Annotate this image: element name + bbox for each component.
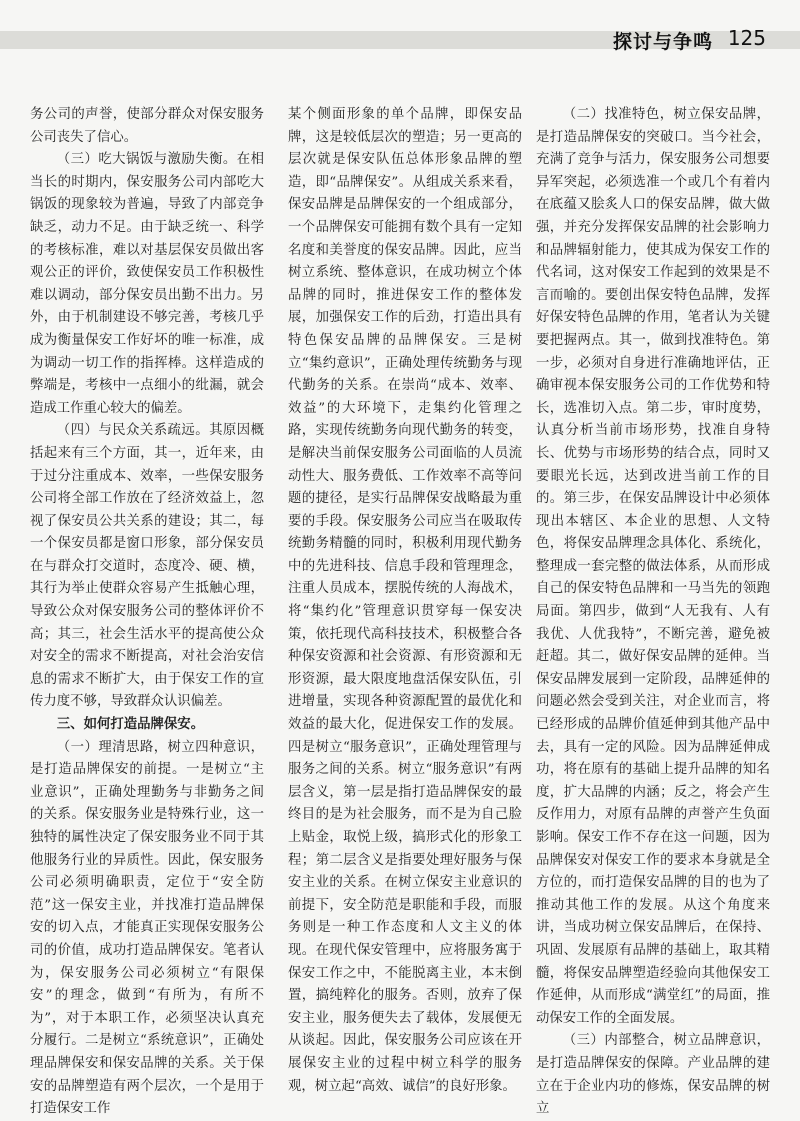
section-heading: 三、如何打造品牌保安。 — [56, 717, 205, 733]
text-column-left — [30, 104, 264, 1121]
paragraph: （四）与民众关系疏远。其原因概括起来有三个方面，其一，近年来，由于过分注重成本、效率，一些保安服务公司将全部工作放在了经济效益上，忽视了保安员公共关系的建设；其二，每一个保安员都是窗口形象，部分保安员在与群众打交道时，态度冷、硬、横，其行为举止使群众容易产生抵触心理，导致公众对保安服务公司的整体评价不高；其三，社会生活水平的提高使公众对安全的需求不断提高，对社会治安信息的需求不断扩大，由于保安工作的宣传力度不够，导致群众认识偏差。 — [30, 423, 264, 710]
paragraph: （三）内部整合，树立品牌意识，是打造品牌保安的保障。产业品牌的建立在于企业内功的修炼，保安品牌的树立 — [536, 1033, 770, 1117]
paragraph: （一）理清思路，树立四种意识，是打造品牌保安的前提。一是树立“主业意识”，正确处理勤务与非勤务之间的关系。保安服务业是特殊行业，这一独特的属性决定了保安服务业不同于其他服务行业的异质性。因此，保安服务公司必须明确职责，定位于“安全防范”这一保安主业，并找准打造品牌保安的切入点，才能真正实现保安服务公司的价值，成功打造品牌保安。笔者认为，保安服务公司必须树立“有限保安”的理念，做到“有所为，有所不为”，对于本职工作，必须坚决认真充分履行。二是树立“系统意识”，正确处理品牌保安和保安品牌的关系。关于保安的品牌塑造有两个层次，一个是用于打造保安工作 — [30, 739, 264, 1117]
page-number: 125 — [727, 26, 766, 50]
section-title: 探讨与争鸣 — [612, 31, 713, 53]
page-header — [0, 0, 800, 72]
paragraph: （三）吃大锅饭与激励失衡。在相当长的时期内，保安服务公司内部吃大锅饭的现象较为普遍，导致了内部竞争缺乏，动力不足。由于缺乏统一、科学的考核标准，难以对基层保安员做出客观公正的评价，致使保安员工作积极性难以调动，部分保安员出勤不出力。另外，由于机制建设不够完善，考核几乎成为衡量保安工作好坏的唯一标准，成为调动一切工作的指挥棒。这样造成的弊端是，考核中一点细小的纰漏，就会造成工作重心较大的偏差。 — [30, 152, 264, 416]
paragraph: 务公司的声誉，使部分群众对保安服务公司丧失了信心。 — [30, 107, 264, 145]
paragraph: （二）找准特色，树立保安品牌，是打造品牌保安的突破口。当今社会，充满了竞争与活力，保安服务公司想要异军突起，必须选准一个或几个有着内在底蕴又脍炙人口的保安品牌，做大做强，并充分发挥保安品牌的社会影响力和品牌辐射能力，使其成为保安工作的代名词，这对保安工作起到的效果是不言而喻的。要创出保安特色品牌，发挥好保安特色品牌的作用，笔者认为关键要把握两点。其一，做到找准特色。第一步，必须对自身进行准确地评估，正确审视本保安服务公司的工作优势和特长，选准切入点。第二步，审时度势，认真分析当前市场形势，找准自身特长、优势与市场形势的结合点，同时又要眼光长远，达到改进当前工作的目的。第三步，在保安品牌设计中必须体现出本辖区、本企业的思想、人文特色，将保安品牌理念具体化、系统化，整理成一套完整的做法体系，从而形成自己的保安特色品牌和一马当先的领跑局面。第四步，做到“人无我有、人有我优、人优我特”，不断完善，避免被赶超。其二，做好保安品牌的延伸。当保安品牌发展到一定阶段，品牌延伸的问题必然会受到关注，对企业而言，将已经形成的品牌价值延伸到其他产品中去，具有一定的风险。因为品牌延伸成功，将在原有的基础上提升品牌的知名度，扩大品牌的内涵；反之，将会产生反作用力，对原有品牌的声誉产生负面影响。保安工作不存在这一问题，因为品牌保安对保安工作的要求本身就是全方位的，而打造保安品牌的目的也为了推动其他工作的发展。从这个角度来讲，当成功树立保安品牌后，在保持、巩固、发展原有品牌的基础上，取其精髓，将保安品牌塑造经验向其他保安工作延伸，从而形成“满堂红”的局面，推动保安工作的全面发展。 — [536, 107, 770, 1026]
text-column-right — [536, 104, 770, 1121]
paragraph: 某个侧面形象的单个品牌，即保安品牌，这是较低层次的塑造；另一更高的层次就是保安队伍总体形象品牌的塑造，即“品牌保安”。从组成关系来看，保安品牌是品牌保安的一个组成部分，一个品牌保安可能拥有数个具有一定知名度和美誉度的保安品牌。因此，应当树立系统、整体意识，在成功树立个体品牌的同时，推进保安工作的整体发展，加强保安工作的后劲，打造出具有特色保安品牌的品牌保安。三是树立“集约意识”，正确处理传统勤务与现代勤务的关系。在崇尚“成本、效率、效益”的大环境下，走集约化管理之路，实现传统勤务向现代勤务的转变，是解决当前保安服务公司面临的人员流动性大、服务费低、工作效率不高等问题的捷径，是实行品牌保安战略最为重要的手段。保安服务公司应当在吸取传统勤务精髓的同时，积极利用现代勤务中的先进科技、信息手段和管理理念，注重人员成本，摆脱传统的人海战术，将“集约化”管理意识贯穿每一保安决策，依托现代高科技技术，积极整合各种保安资源和社会资源、有形资源和无形资源，最大限度地盘活保安队伍，引进增量，实现各种资源配置的最优化和效益的最大化，促进保安工作的发展。四是树立“服务意识”，正确处理管理与服务之间的关系。树立“服务意识”有两层含义，第一层是指打造品牌保安的最终目的是为社会服务，而不是为自己脸上贴金，取悦上级，搞形式化的形象工程；第二层含义是指要处理好服务与保安主业的关系。在树立保安主业意识的前提下，安全防范是职能和手段，而服务则是一种工作态度和人文主义的体现。在现代保安管理中，应将服务寓于保安工作之中，不能脱离主业，本末倒置，搞纯粹化的服务。否则，放弃了保安主业，服务便失去了载体，发展便无从谈起。因此，保安服务公司应该在开展保安主业的过程中树立科学的服务观，树立起“高效、诚信”的良好形象。 — [288, 107, 522, 1094]
text-column-middle — [288, 104, 522, 1098]
